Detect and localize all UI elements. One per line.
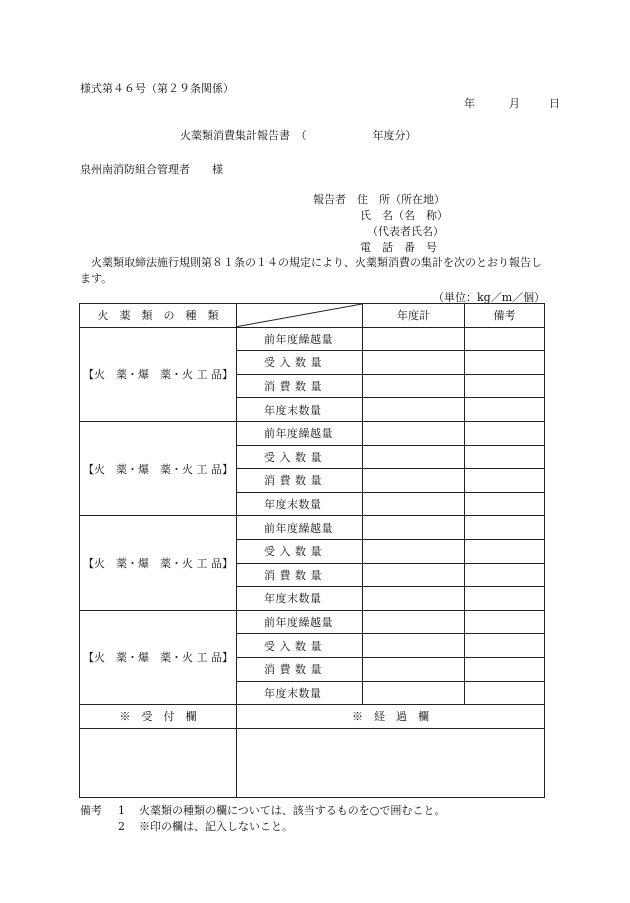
reporter-block bbox=[313, 192, 448, 256]
header-diagonal-cell bbox=[237, 304, 363, 328]
row-label: 消 費 数 量 bbox=[237, 374, 363, 398]
row-label: 年度末数量 bbox=[237, 492, 363, 516]
remarks-cell[interactable] bbox=[465, 492, 545, 516]
reception-body-row bbox=[80, 728, 545, 797]
remarks-cell[interactable] bbox=[465, 421, 545, 445]
reporter-phone: 電 話 番 号 bbox=[360, 241, 437, 254]
remarks-cell[interactable] bbox=[465, 681, 545, 705]
notes bbox=[80, 803, 445, 835]
remarks-cell[interactable] bbox=[465, 327, 545, 351]
row-label: 受 入 数 量 bbox=[237, 539, 363, 563]
remarks-cell[interactable] bbox=[465, 374, 545, 398]
row-label: 消 費 数 量 bbox=[237, 657, 363, 681]
category-cell[interactable]: 【火 薬・爆 薬・火 工 品】 bbox=[80, 516, 237, 610]
year-total-cell[interactable] bbox=[363, 421, 465, 445]
consumption-table bbox=[79, 303, 545, 798]
body-text: 火薬類取締法施行規則第８１条の１４の規定により、火薬類消費の集計を次のとおり報告します。 bbox=[80, 256, 542, 285]
reception-header-row bbox=[80, 705, 545, 729]
reporter-address: 報告者 住 所（所在地） bbox=[313, 193, 445, 206]
header-year-total: 年度計 bbox=[363, 304, 465, 328]
row-label: 前年度繰越量 bbox=[237, 421, 363, 445]
year-total-cell[interactable] bbox=[363, 657, 465, 681]
year-total-cell[interactable] bbox=[363, 492, 465, 516]
year-total-cell[interactable] bbox=[363, 610, 465, 634]
header-kind: 火 薬 類 の 種 類 bbox=[80, 304, 237, 328]
form-number: 様式第４６号（第２９条関係） bbox=[80, 82, 234, 95]
remarks-cell[interactable] bbox=[465, 657, 545, 681]
progress-area[interactable] bbox=[237, 728, 545, 797]
remarks-cell[interactable] bbox=[465, 539, 545, 563]
remarks-cell[interactable] bbox=[465, 445, 545, 469]
year-total-cell[interactable] bbox=[363, 634, 465, 658]
remarks-cell[interactable] bbox=[465, 587, 545, 611]
year-total-cell[interactable] bbox=[363, 516, 465, 540]
row-label: 年度末数量 bbox=[237, 398, 363, 422]
reception-label: ※ 受 付 欄 bbox=[80, 705, 237, 729]
date-day-label: 日 bbox=[549, 97, 560, 110]
year-total-cell[interactable] bbox=[363, 374, 465, 398]
diagonal-line bbox=[237, 304, 362, 327]
remarks-cell[interactable] bbox=[465, 469, 545, 493]
remarks-cell[interactable] bbox=[465, 516, 545, 540]
remarks-cell[interactable] bbox=[465, 398, 545, 422]
remarks-cell[interactable] bbox=[465, 351, 545, 375]
row-label: 年度末数量 bbox=[237, 587, 363, 611]
year-total-cell[interactable] bbox=[363, 327, 465, 351]
year-total-cell[interactable] bbox=[363, 539, 465, 563]
row-label: 受 入 数 量 bbox=[237, 634, 363, 658]
year-total-cell[interactable] bbox=[363, 587, 465, 611]
table-row bbox=[80, 516, 545, 540]
table-row bbox=[80, 327, 545, 351]
row-label: 消 費 数 量 bbox=[237, 469, 363, 493]
reporter-name: 氏 名（名 称） bbox=[360, 209, 448, 222]
remarks-cell[interactable] bbox=[465, 563, 545, 587]
row-label: 前年度繰越量 bbox=[237, 610, 363, 634]
reporter-representative: （代表者氏名） bbox=[367, 225, 444, 238]
year-total-cell[interactable] bbox=[363, 351, 465, 375]
row-label: 年度末数量 bbox=[237, 681, 363, 705]
row-label: 受 入 数 量 bbox=[237, 351, 363, 375]
year-total-cell[interactable] bbox=[363, 563, 465, 587]
remarks-cell[interactable] bbox=[465, 610, 545, 634]
header-remarks: 備考 bbox=[465, 304, 545, 328]
unit-note: （単位：kg／m／個） bbox=[433, 291, 546, 304]
category-cell[interactable]: 【火 薬・爆 薬・火 工 品】 bbox=[80, 421, 237, 515]
date-month-label: 月 bbox=[509, 97, 520, 110]
date-year-label: 年 bbox=[464, 97, 475, 110]
notes-label: 備考 bbox=[80, 804, 102, 817]
table-header-row bbox=[80, 304, 545, 328]
progress-label: ※ 経 過 欄 bbox=[237, 705, 545, 729]
reception-area[interactable] bbox=[80, 728, 237, 797]
date-line bbox=[464, 95, 560, 111]
document-title: 火薬類消費集計報告書 （ 年度分） bbox=[180, 129, 417, 142]
row-label: 前年度繰越量 bbox=[237, 516, 363, 540]
note-item-1: 備考 1 火薬類の種類の欄については、該当するものを○で囲むこと。 bbox=[80, 804, 446, 817]
category-cell[interactable]: 【火 薬・爆 薬・火 工 品】 bbox=[80, 327, 237, 421]
year-total-cell[interactable] bbox=[363, 398, 465, 422]
table-row bbox=[80, 421, 545, 445]
year-total-cell[interactable] bbox=[363, 681, 465, 705]
row-label: 受 入 数 量 bbox=[237, 445, 363, 469]
remarks-cell[interactable] bbox=[465, 634, 545, 658]
row-label: 前年度繰越量 bbox=[237, 327, 363, 351]
table-row bbox=[80, 610, 545, 634]
year-total-cell[interactable] bbox=[363, 445, 465, 469]
row-label: 消 費 数 量 bbox=[237, 563, 363, 587]
note-item-2: 2 ※印の欄は、記入しないこと。 bbox=[118, 820, 293, 833]
addressee: 泉州南消防組合管理者 様 bbox=[80, 163, 223, 176]
year-total-cell[interactable] bbox=[363, 469, 465, 493]
category-cell[interactable]: 【火 薬・爆 薬・火 工 品】 bbox=[80, 610, 237, 704]
